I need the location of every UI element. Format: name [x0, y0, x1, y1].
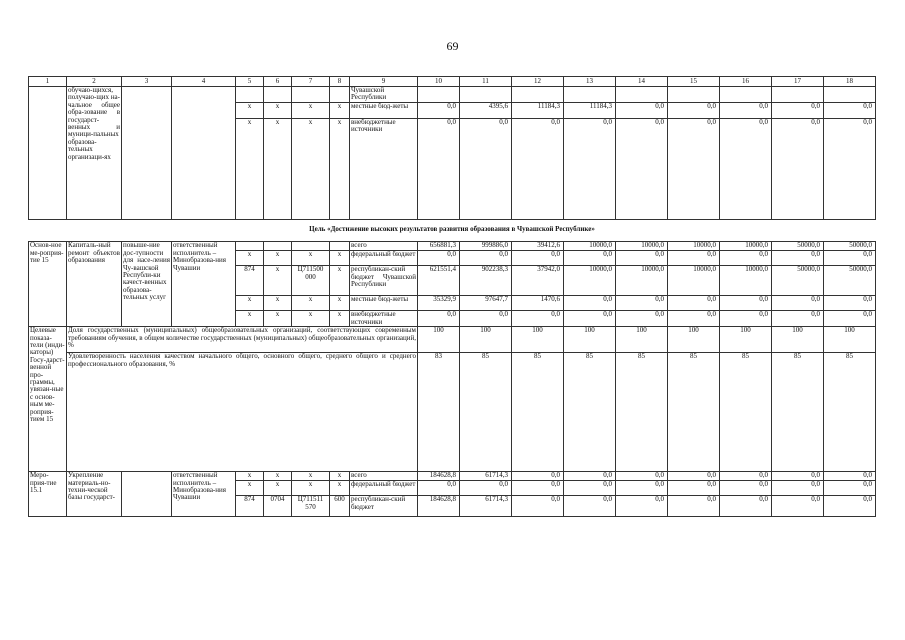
indicator-row	[29, 353, 876, 472]
amount-cell: 0,0	[720, 296, 772, 311]
funding-source-cell: местные бюд-жеты	[350, 103, 418, 119]
funding-source-cell: федеральный бюджет	[350, 251, 418, 266]
amount-cell: 0,0	[512, 119, 564, 220]
amount-cell: 0,0	[512, 481, 564, 496]
amount-cell: 4395,6	[460, 103, 512, 119]
amount-cell: 10000,0	[720, 266, 772, 296]
target-item-cell: x	[292, 296, 330, 311]
amount-cell: 0,0	[418, 103, 460, 119]
event-name-cell: Капиталь-ный ремонт объектов образования	[67, 242, 122, 327]
funding-source-cell: всего	[350, 472, 418, 481]
indicator-text-cell: Удовлетворенность населения качеством начального общего, основного общего, среднего общего и среднего профессионального образования, %	[67, 353, 418, 472]
column-number-cell: 10	[418, 77, 460, 87]
column-number-row	[29, 77, 876, 87]
amount-cell: 0,0	[616, 472, 668, 481]
amount-cell: 0,0	[824, 472, 876, 481]
blank-cell	[29, 87, 67, 220]
indicator-value-cell: 85	[720, 353, 772, 472]
indicator-value-cell: 85	[824, 353, 876, 472]
indicator-value-cell: 100	[720, 327, 772, 353]
indicator-value-cell: 100	[564, 327, 616, 353]
amount-cell: 0,0	[720, 311, 772, 327]
amount-cell: 0,0	[720, 251, 772, 266]
amount-cell: 0,0	[824, 103, 876, 119]
ministry-code-cell: x	[236, 251, 264, 266]
amount-cell: 50000,0	[772, 266, 824, 296]
section-code-cell: x	[264, 311, 292, 327]
ministry-code-cell: x	[236, 481, 264, 496]
main-event-label: Основ-ное ме-роприя-тие 15	[29, 242, 67, 327]
funding-source-cell: всего	[350, 242, 418, 251]
page-number: 69	[446, 39, 459, 53]
table-row	[29, 87, 876, 103]
amount-cell: 0,0	[668, 296, 720, 311]
indicator-value-cell: 85	[668, 353, 720, 472]
blank-cell	[236, 87, 264, 103]
amount-cell: 0,0	[668, 472, 720, 481]
task-cell: повыше-ние дос-тупности для насе-ления Чу-вашской Республи-ки качест-венных образова-тельных услуг	[122, 242, 172, 327]
column-number-cell: 4	[172, 77, 236, 87]
executor-cell: ответственный исполнитель – Минобразова-ния Чувашии	[172, 472, 236, 517]
amount-cell: 0,0	[564, 251, 616, 266]
event-label: Меро-прия-тие 15.1	[29, 472, 67, 517]
expense-group-cell: 600	[330, 496, 350, 517]
amount-cell: 11184,3	[512, 103, 564, 119]
target-item-cell: x	[292, 251, 330, 266]
amount-cell: 0,0	[772, 296, 824, 311]
indicator-value-cell: 100	[460, 327, 512, 353]
amount-cell: 184628,8	[418, 472, 460, 481]
column-number-cell: 18	[824, 77, 876, 87]
amount-cell: 0,0	[720, 472, 772, 481]
amount-cell: 0,0	[616, 296, 668, 311]
expense-group-cell: x	[330, 103, 350, 119]
expense-group-cell: x	[330, 119, 350, 220]
amount-cell: 0,0	[824, 251, 876, 266]
column-number-cell: 17	[772, 77, 824, 87]
blank-cell	[264, 87, 292, 103]
amount-cell: 1470,6	[512, 296, 564, 311]
amount-cell: 0,0	[668, 103, 720, 119]
amount-cell: 61714,3	[460, 472, 512, 481]
amount-cell: 0,0	[668, 251, 720, 266]
ministry-code-cell	[236, 242, 264, 251]
ministry-code-cell: x	[236, 472, 264, 481]
amount-cell: 0,0	[772, 481, 824, 496]
expense-group-cell: x	[330, 481, 350, 496]
expense-group-cell: x	[330, 266, 350, 296]
amount-cell: 10000,0	[564, 242, 616, 251]
amount-cell: 0,0	[616, 251, 668, 266]
amount-cell: 0,0	[772, 311, 824, 327]
column-number-cell: 7	[292, 77, 330, 87]
column-number-cell: 2	[67, 77, 122, 87]
amount-cell: 902238,3	[460, 266, 512, 296]
amount-cell: 621551,4	[418, 266, 460, 296]
amount-cell: 50000,0	[824, 266, 876, 296]
table-row	[29, 472, 876, 481]
amount-cell: 999886,0	[460, 242, 512, 251]
indicator-value-cell: 100	[824, 327, 876, 353]
amount-cell: 0,0	[564, 496, 616, 517]
column-number-cell: 5	[236, 77, 264, 87]
ministry-code-cell: x	[236, 119, 264, 220]
table-body	[29, 77, 876, 517]
blank-cell	[330, 87, 350, 103]
column-number-cell: 13	[564, 77, 616, 87]
section-code-cell: x	[264, 472, 292, 481]
amount-cell: 10000,0	[720, 242, 772, 251]
funding-source-cell: Чувашской Республики	[350, 87, 418, 103]
amount-cell: 0,0	[824, 481, 876, 496]
funding-source-cell: внебюджетные источники	[350, 119, 418, 220]
blank-cell	[172, 87, 236, 220]
amount-cell: 0,0	[720, 103, 772, 119]
amount-cell: 0,0	[418, 481, 460, 496]
funding-source-cell: местные бюд-жеты	[350, 296, 418, 311]
amount-cell: 184628,8	[418, 496, 460, 517]
target-item-cell: x	[292, 103, 330, 119]
amount-cell: 0,0	[824, 119, 876, 220]
indicator-text-cell: Доля государственных (муниципальных) общеобразовательных организаций, соответствующих современным требованиям обучения, в общем количестве государственных (муниципальных) общеобразовательных организаций, %	[67, 327, 418, 353]
indicator-value-cell: 100	[616, 327, 668, 353]
expense-group-cell: x	[330, 311, 350, 327]
event-name-cell: Укрепление материаль-но-техни-ческой базы государст-	[67, 472, 122, 517]
section-code-cell: x	[264, 119, 292, 220]
amount-cell: 0,0	[564, 472, 616, 481]
amount-cell: 0,0	[460, 311, 512, 327]
target-item-cell: Ц711500 000	[292, 266, 330, 296]
amount-cell: 0,0	[418, 311, 460, 327]
amount-cell: 35329,9	[418, 296, 460, 311]
amount-cell: 0,0	[668, 496, 720, 517]
blank-cell	[418, 87, 460, 103]
amount-cell: 0,0	[460, 481, 512, 496]
ministry-code-cell: x	[236, 296, 264, 311]
amount-cell: 0,0	[418, 251, 460, 266]
amount-cell: 0,0	[824, 296, 876, 311]
amount-cell: 0,0	[720, 496, 772, 517]
funding-source-cell: республикан-ский бюджет	[350, 496, 418, 517]
amount-cell: 0,0	[720, 481, 772, 496]
column-number-cell: 8	[330, 77, 350, 87]
target-item-cell: x	[292, 481, 330, 496]
indicator-value-cell: 85	[564, 353, 616, 472]
amount-cell: 0,0	[418, 119, 460, 220]
blank-cell	[616, 87, 668, 103]
amount-cell: 0,0	[668, 119, 720, 220]
indicator-value-cell: 85	[772, 353, 824, 472]
amount-cell: 10000,0	[668, 242, 720, 251]
indicator-value-cell: 100	[418, 327, 460, 353]
funding-source-cell: федеральный бюджет	[350, 481, 418, 496]
amount-cell: 0,0	[512, 251, 564, 266]
target-item-cell: Ц711511 570	[292, 496, 330, 517]
amount-cell: 0,0	[616, 481, 668, 496]
expense-group-cell: x	[330, 251, 350, 266]
column-number-cell: 15	[668, 77, 720, 87]
ministry-code-cell: 874	[236, 266, 264, 296]
amount-cell: 0,0	[512, 311, 564, 327]
program-funding-table	[28, 76, 876, 517]
amount-cell: 0,0	[616, 103, 668, 119]
amount-cell: 0,0	[564, 481, 616, 496]
column-number-cell: 9	[350, 77, 418, 87]
funding-source-cell: республикан-ский бюджет Чувашской Республики	[350, 266, 418, 296]
event-name-cell: обучаю-щихся, получаю-щих на-чальное общее обра-зование в государст-венных и муници-пальных образова-тельных организаци-ях	[67, 87, 122, 220]
expense-group-cell: x	[330, 472, 350, 481]
section-code-cell: x	[264, 266, 292, 296]
target-item-cell	[292, 242, 330, 251]
amount-cell: 0,0	[772, 472, 824, 481]
blank-cell	[824, 87, 876, 103]
amount-cell: 37942,0	[512, 266, 564, 296]
amount-cell: 97647,7	[460, 296, 512, 311]
blank-cell	[668, 87, 720, 103]
amount-cell: 50000,0	[772, 242, 824, 251]
amount-cell: 0,0	[616, 496, 668, 517]
column-number-cell: 1	[29, 77, 67, 87]
amount-cell: 0,0	[564, 296, 616, 311]
section-code-cell: x	[264, 481, 292, 496]
section-code-cell: x	[264, 296, 292, 311]
amount-cell: 0,0	[616, 119, 668, 220]
blank-cell	[122, 472, 172, 517]
program-table-sheet	[28, 76, 875, 517]
amount-cell: 0,0	[824, 496, 876, 517]
indicator-value-cell: 83	[418, 353, 460, 472]
ministry-code-cell: x	[236, 103, 264, 119]
amount-cell: 0,0	[772, 119, 824, 220]
indicator-value-cell: 85	[460, 353, 512, 472]
expense-group-cell: x	[330, 296, 350, 311]
blank-cell	[720, 87, 772, 103]
amount-cell: 0,0	[772, 251, 824, 266]
amount-cell: 0,0	[616, 311, 668, 327]
blank-cell	[564, 87, 616, 103]
section-code-cell: 0704	[264, 496, 292, 517]
amount-cell: 11184,3	[564, 103, 616, 119]
amount-cell: 10000,0	[668, 266, 720, 296]
amount-cell: 656881,3	[418, 242, 460, 251]
amount-cell: 0,0	[772, 103, 824, 119]
amount-cell: 0,0	[460, 251, 512, 266]
column-number-cell: 11	[460, 77, 512, 87]
indicator-value-cell: 100	[668, 327, 720, 353]
amount-cell: 0,0	[824, 311, 876, 327]
amount-cell: 61714,3	[460, 496, 512, 517]
funding-source-cell: внебюджетные источники	[350, 311, 418, 327]
target-item-cell: x	[292, 311, 330, 327]
amount-cell: 10000,0	[564, 266, 616, 296]
blank-cell	[772, 87, 824, 103]
target-item-cell: x	[292, 472, 330, 481]
indicator-value-cell: 85	[616, 353, 668, 472]
indicator-row	[29, 327, 876, 353]
expense-group-cell	[330, 242, 350, 251]
column-number-cell: 12	[512, 77, 564, 87]
indicators-label: Целевые показа-тели (инди-каторы) Госу-дарст-венной про-граммы, увязан-ные с основ-ным ме-роприя-тием 15	[29, 327, 67, 472]
amount-cell: 0,0	[772, 496, 824, 517]
executor-cell: ответственный исполнитель – Минобразова-ния Чувашии	[172, 242, 236, 327]
column-number-cell: 16	[720, 77, 772, 87]
column-number-cell: 14	[616, 77, 668, 87]
target-item-cell: x	[292, 119, 330, 220]
column-number-cell: 3	[122, 77, 172, 87]
amount-cell: 0,0	[512, 472, 564, 481]
indicator-value-cell: 85	[512, 353, 564, 472]
amount-cell: 0,0	[512, 496, 564, 517]
amount-cell: 10000,0	[616, 266, 668, 296]
goal-title: Цель «Достижение высоких результатов развития образования в Чувашской Республике»	[29, 220, 876, 242]
indicator-value-cell: 100	[772, 327, 824, 353]
table-row	[29, 242, 876, 251]
section-code-cell: x	[264, 251, 292, 266]
goal-row	[29, 220, 876, 242]
section-code-cell: x	[264, 103, 292, 119]
amount-cell: 0,0	[460, 119, 512, 220]
amount-cell: 0,0	[564, 119, 616, 220]
ministry-code-cell: x	[236, 311, 264, 327]
ministry-code-cell: 874	[236, 496, 264, 517]
blank-cell	[512, 87, 564, 103]
amount-cell: 10000,0	[616, 242, 668, 251]
amount-cell: 50000,0	[824, 242, 876, 251]
blank-cell	[460, 87, 512, 103]
column-number-cell: 6	[264, 77, 292, 87]
amount-cell: 0,0	[668, 481, 720, 496]
amount-cell: 0,0	[564, 311, 616, 327]
amount-cell: 0,0	[668, 311, 720, 327]
blank-cell	[122, 87, 172, 220]
amount-cell: 0,0	[720, 119, 772, 220]
section-code-cell	[264, 242, 292, 251]
blank-cell	[292, 87, 330, 103]
amount-cell: 39412,6	[512, 242, 564, 251]
indicator-value-cell: 100	[512, 327, 564, 353]
